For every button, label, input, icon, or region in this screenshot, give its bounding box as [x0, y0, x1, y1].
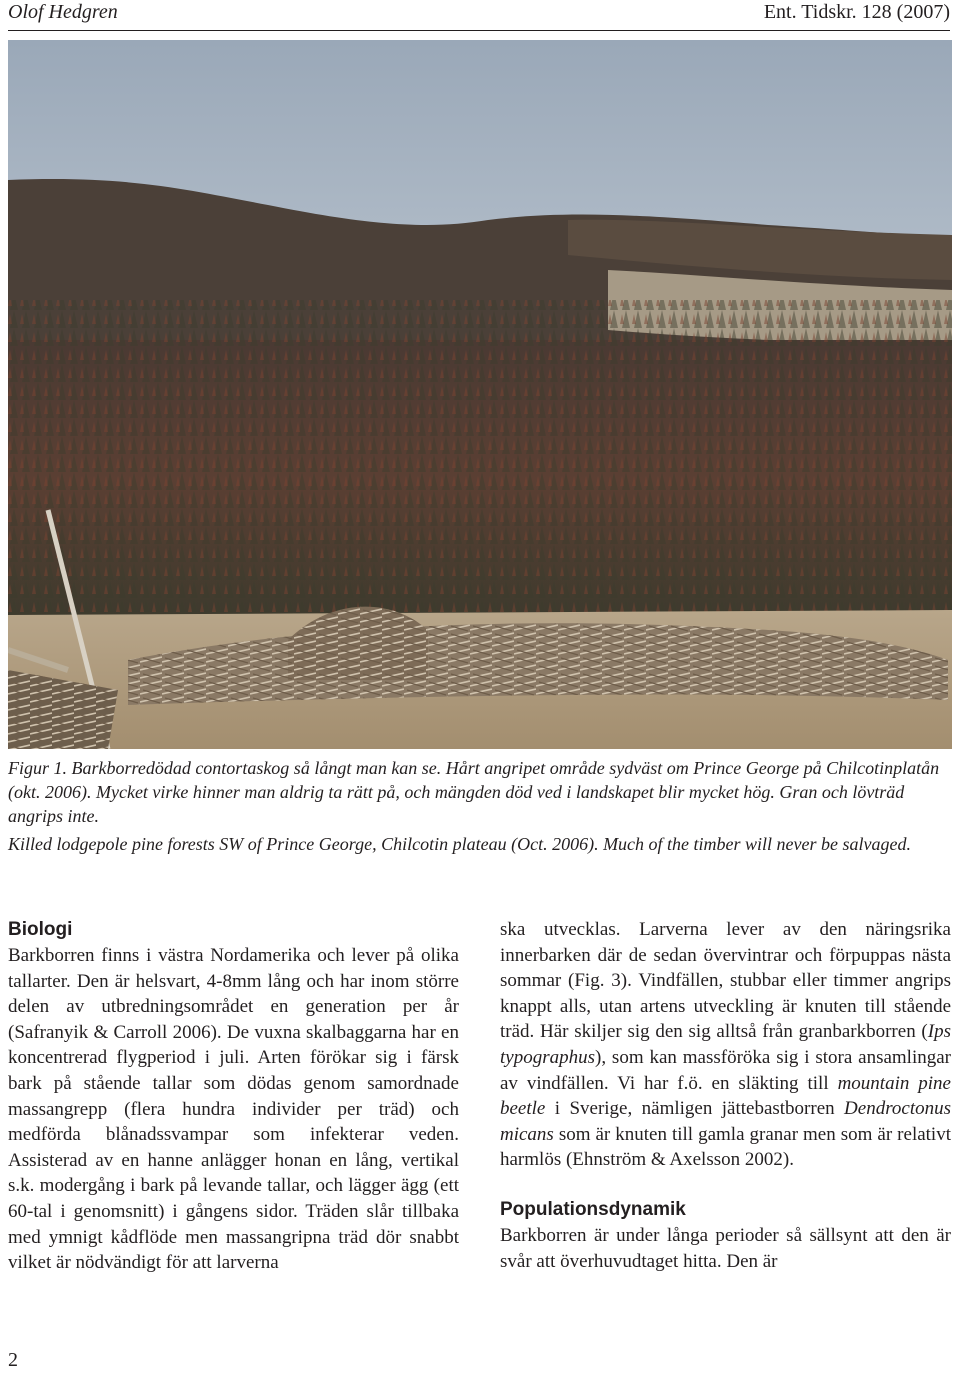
- text-run: som är knuten till gamla granar men som är relativt harmlös (Ehnström & Axelsson 2002).: [500, 1123, 951, 1171]
- species-name-ips: Ips typographus: [500, 1021, 951, 1068]
- section-heading-populationsdynamik: Populationsdynamik: [500, 1198, 686, 1220]
- text-run: ), som kan massföröka sig i stora ansamlingar av vindfällen. Vi har f.ö. en släkting till: [500, 1046, 951, 1094]
- figure-caption-swedish: Figur 1. Barkborredödad contortaskog så långt man kan se. Hårt angripet område sydväst om Prince George på Chilcotinplatån (okt. 2006). Mycket virke hinner man aldrig ta rätt på, och mängden död ved i landskapet blir mycket hög. Gran och lövträd angrips inte.: [8, 758, 940, 826]
- section-heading-biologi: Biologi: [8, 919, 73, 940]
- right-column: [500, 917, 951, 1274]
- running-journal: Ent. Tidskr. 128 (2007): [763, 1, 950, 23]
- figure-caption-english: Killed lodgepole pine forests SW of Prince George, Chilcotin plateau (Oct. 2006). Much of the timber will never be salvaged.: [8, 834, 911, 854]
- page-number: 2: [8, 1349, 18, 1371]
- paragraph-populationsdynamik: Barkborren är under långa perioder så sällsynt att den är svår att överhuvudtaget hitta. Den är: [500, 1224, 951, 1272]
- running-author: Olof Hedgren: [8, 1, 118, 23]
- paragraph-continued: [500, 917, 951, 1173]
- header-rule: [8, 30, 950, 31]
- species-name-mountain-pine-beetle: mountain pine beetle: [500, 1072, 951, 1120]
- paragraph-biologi: Barkborren finns i västra Nordamerika och lever på olika tallarter. Den är helsvart, 4-8mm lång och har inom större delen av utbredningsområdet en generation per år (Safranyik & Carroll 2006). De vuxna skalbaggarna har en koncentrerad flygperiod i juli. Arten förökar sig i färsk bark på stående tallar som dödas genom samordnade massangrepp (flera hundra individer per träd) och medförda blånadssvampar som infekterar veden. Assisterad av en hanne anlägger honan en lång, vertikal s.k. modergång i bark på levande tallar, och lägger ägg (ett 60-tal i genomsnitt) i gångens sidor. Träden slår tillbaka med ymnigt kådflöde men massangripna träd dör snabbt vilket är nödvändigt för att larverna: [8, 945, 459, 1274]
- species-name-dendroctonus: Dendroctonus micans: [500, 1098, 951, 1145]
- text-run: ska utvecklas. Larverna lever av den näringsrika innerbarken där de sedan övervintrar och förpuppas nästa sommar (Fig. 3). Vindfällen, stubbar eller timmer angrips knappt alls, utan artens utveckling är knuten till stående träd. Här skiljer sig den sig alltså från granbarkborren (: [500, 919, 951, 1043]
- figure-photo: [8, 40, 952, 749]
- text-run: i Sverige, nämligen jättebastborren: [545, 1098, 845, 1120]
- left-column: [8, 917, 459, 1276]
